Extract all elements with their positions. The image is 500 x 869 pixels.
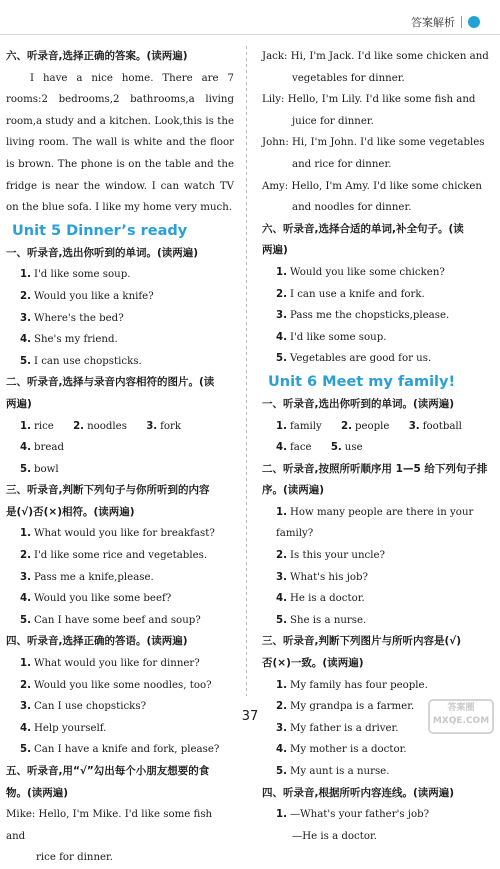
list-item: 3. What's his job? <box>276 571 368 583</box>
list-item: 3. fork <box>146 420 182 432</box>
header-label: 答案解析 <box>411 16 455 29</box>
header-divider <box>461 16 462 28</box>
section-heading-cont: 否(×)一致。(读两遍) <box>262 657 364 670</box>
list-item: 4. He is a doctor. <box>276 593 365 605</box>
list-item: 2. Would you like a knife? <box>20 290 154 302</box>
dialogue-line: John: Hi, I'm John. I'd like some vegetables <box>262 137 485 149</box>
list-item: 1. What would you like for breakfast? <box>20 528 215 540</box>
list-item: 5. bowl <box>20 463 59 475</box>
list-item: 3. Where's the bed? <box>20 312 124 324</box>
list-item: 3. Pass me the chopsticks,please. <box>276 310 450 322</box>
dialogue-line-cont: rice for dinner. <box>36 852 114 864</box>
watermark-line: MXQE.COM <box>432 716 490 726</box>
section-heading: 二、听录音,按照所听顺序用 1—5 给下列句子排 <box>262 462 488 475</box>
list-item: 3. Can I use chopsticks? <box>20 701 147 713</box>
section-heading: 四、听录音,根据所听内容连线。(读两遍) <box>262 786 455 799</box>
section-heading-cont: 两遍) <box>262 244 288 257</box>
list-item: 2. Would you like some noodles, too? <box>20 679 212 691</box>
list-item: 1. I'd like some soup. <box>20 269 131 281</box>
section-heading-cont: 是(√)否(×)相符。(读两遍) <box>6 505 135 518</box>
inline-word-list <box>6 416 234 459</box>
section-heading: 二、听录音,选择与录音内容相符的图片。(读 <box>6 376 215 389</box>
list-item: 2. My grandpa is a farmer. <box>276 701 415 713</box>
section-heading: 三、听录音,判断下列句子与你所听到的内容 <box>6 484 210 497</box>
dialogue-line: Jack: Hi, I'm Jack. I'd like some chicken and <box>262 51 489 62</box>
section-heading: 一、听录音,选出你听到的单词。(读两遍) <box>6 246 199 259</box>
list-item: 5. My aunt is a nurse. <box>276 766 390 777</box>
section-heading: 六、听录音,选择合适的单词,补全句子。(读 <box>262 222 464 235</box>
list-item: 4. My mother is a doctor. <box>276 744 407 756</box>
dialogue-line-cont: juice for dinner. <box>292 115 374 127</box>
left-column <box>6 46 234 869</box>
list-item: 4. face <box>276 442 312 454</box>
section-heading: 六、听录音,选择正确的答案。(读两遍) <box>6 50 188 62</box>
list-item: 5. Can I have some beef and soup? <box>20 614 201 626</box>
section-heading-cont: 物。(读两遍) <box>6 786 69 799</box>
watermark-line: 答案圈 <box>447 703 475 713</box>
list-item: 3. My father is a driver. <box>276 722 399 734</box>
list-item: 5. I can use chopsticks. <box>20 355 142 367</box>
list-item: 5. She is a nurse. <box>276 614 367 626</box>
list-item: 2. I'd like some rice and vegetables. <box>20 550 208 562</box>
unit-title: Unit 6 Meet my family! <box>268 373 456 390</box>
list-item: 1. rice <box>20 420 54 432</box>
section-heading-cont: 序。(读两遍) <box>262 484 325 497</box>
list-item: 1. family <box>276 420 322 432</box>
list-item: 4. I'd like some soup. <box>276 331 387 343</box>
column-divider <box>246 46 247 696</box>
list-item: 3. Pass me a knife,please. <box>20 571 154 583</box>
list-item: 2. people <box>341 420 390 432</box>
inline-word-list <box>262 437 490 459</box>
list-item: 4. bread <box>20 442 64 454</box>
header-logo-icon <box>468 16 480 28</box>
list-item: 1. —What's your father's job? <box>276 809 430 821</box>
section-heading: 一、听录音,选出你听到的单词。(读两遍) <box>262 397 455 410</box>
list-item: 1. How many people are there in your family? <box>276 506 474 540</box>
dialogue-line-cont: and rice for dinner. <box>292 158 392 170</box>
page-number: 37 <box>241 709 259 724</box>
unit-title: Unit 5 Dinner’s ready <box>12 222 188 239</box>
answer-line: —He is a doctor. <box>292 830 377 842</box>
section-heading: 五、听录音,用“√”勾出每个小朋友想要的食 <box>6 765 210 777</box>
list-item: 3. football <box>408 420 462 432</box>
list-item: 1. My family has four people. <box>276 679 428 691</box>
list-item: 2. I can use a knife and fork. <box>276 288 425 300</box>
list-item: 4. Help yourself. <box>20 722 107 734</box>
list-item: 5. Vegetables are good for us. <box>276 353 432 365</box>
list-item: 5. use <box>330 442 363 454</box>
section-heading: 三、听录音,判断下列图片与所听内容是(√) <box>262 635 462 648</box>
header-rule <box>0 34 500 35</box>
listening-passage: I have a nice home. There are 7 rooms:2 bedrooms,2 bathrooms,a living room,a study and a kitchen. Look,this is the living room. The wall is white and the floor is brown. The phone is on the table and the fridge is near the window. I can watch TV on the blue sofa. I like my home very much. <box>6 72 234 214</box>
list-item: 1. What would you like for dinner? <box>20 658 200 670</box>
list-item: 5. Can I have a knife and fork, please? <box>20 744 220 756</box>
watermark-logo <box>428 699 494 734</box>
list-item: 4. She's my friend. <box>20 334 118 346</box>
dialogue-line: Amy: Hello, I'm Amy. I'd like some chicken <box>262 180 482 192</box>
list-item: 1. Would you like some chicken? <box>276 266 445 278</box>
dialogue-line: Lily: Hello, I'm Lily. I'd like some fish and <box>262 94 476 106</box>
list-item: 2. Is this your uncle? <box>276 550 385 562</box>
list-item: 4. Would you like some beef? <box>20 593 172 605</box>
page-header <box>411 14 480 30</box>
inline-word-list <box>262 416 490 438</box>
dialogue-line: Mike: Hello, I'm Mike. I'd like some fish and <box>6 809 213 842</box>
section-heading-cont: 两遍) <box>6 397 32 410</box>
dialogue-line-cont: vegetables for dinner. <box>292 72 405 84</box>
list-item: 2. noodles <box>73 420 127 432</box>
section-heading: 四、听录音,选择正确的答语。(读两遍) <box>6 635 188 648</box>
dialogue-line-cont: and noodles for dinner. <box>292 202 412 214</box>
